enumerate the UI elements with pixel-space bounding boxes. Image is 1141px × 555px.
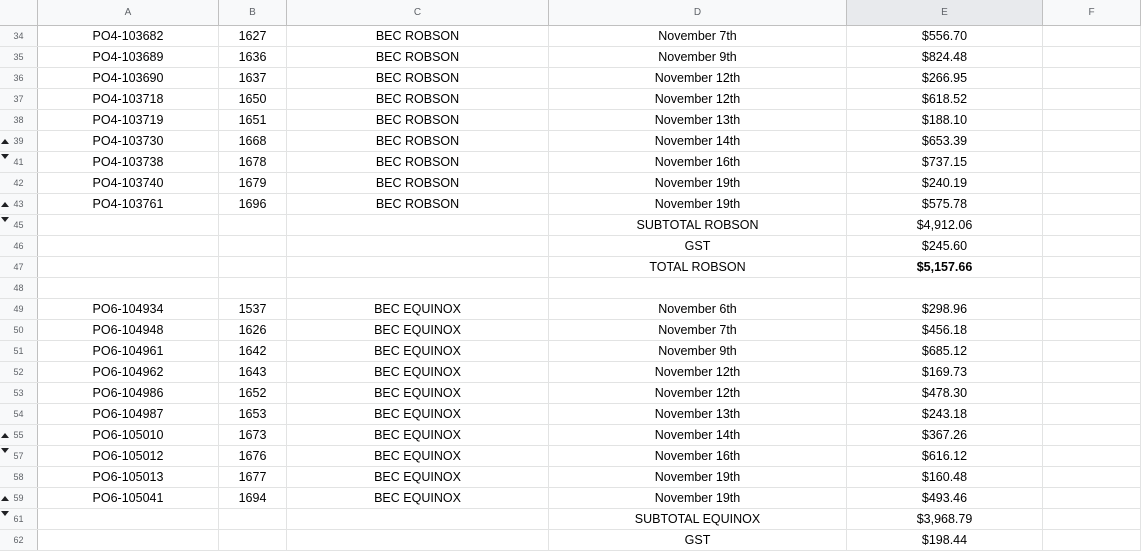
cell-d[interactable]: November 19th [549,194,847,214]
cell-c[interactable]: BEC EQUINOX [287,341,549,361]
cell-a[interactable]: PO4-103690 [38,68,219,88]
collapse-arrow-up-icon[interactable] [1,433,9,438]
row-number[interactable]: 36 [0,68,38,88]
table-row [0,467,1141,488]
cell-c[interactable]: BEC ROBSON [287,173,549,193]
cell-c[interactable]: BEC EQUINOX [287,467,549,487]
cell-e[interactable]: $169.73 [847,362,1043,382]
cell-b[interactable]: 1643 [219,362,287,382]
cell-b[interactable]: 1636 [219,47,287,67]
cell-b[interactable] [219,278,287,298]
row-number[interactable] [0,152,38,172]
cell-b[interactable] [219,236,287,256]
row-number[interactable] [0,194,38,214]
cell-f[interactable] [1043,320,1141,340]
cell-c[interactable]: BEC ROBSON [287,194,549,214]
cell-e[interactable]: $243.18 [847,404,1043,424]
cell-a[interactable]: PO6-104961 [38,341,219,361]
column-header-d[interactable]: D [549,0,847,25]
table-row [0,173,1141,194]
table-row [0,509,1141,530]
cell-f[interactable] [1043,194,1141,214]
collapse-arrow-down-icon[interactable] [1,217,9,222]
row-number[interactable]: 52 [0,362,38,382]
row-number-label: 39 [13,136,24,146]
column-header-e[interactable]: E [847,0,1043,25]
cell-d[interactable]: GST [549,530,847,550]
cell-a[interactable] [38,257,219,277]
cell-b[interactable]: 1678 [219,152,287,172]
cell-b[interactable] [219,257,287,277]
collapse-arrow-down-icon[interactable] [1,448,9,453]
table-row [0,530,1141,551]
cell-a[interactable]: PO6-105013 [38,467,219,487]
cell-f[interactable] [1043,278,1141,298]
cell-b[interactable] [219,215,287,235]
cell-d[interactable]: November 7th [549,26,847,46]
cell-d[interactable]: November 12th [549,383,847,403]
collapse-arrow-down-icon[interactable] [1,511,9,516]
cell-d[interactable] [549,278,847,298]
row-number-label: 41 [13,157,24,167]
cell-c[interactable] [287,215,549,235]
cell-d[interactable]: GST [549,236,847,256]
cell-e[interactable]: $198.44 [847,530,1043,550]
cell-e[interactable]: $5,157.66 [847,257,1043,277]
cell-d[interactable]: November 14th [549,131,847,151]
cell-f[interactable] [1043,425,1141,445]
cell-c[interactable]: BEC EQUINOX [287,425,549,445]
cell-a[interactable]: PO6-105041 [38,488,219,508]
cell-c[interactable]: BEC EQUINOX [287,320,549,340]
table-row [0,278,1141,299]
cell-d[interactable]: SUBTOTAL EQUINOX [549,509,847,529]
table-row [0,194,1141,215]
cell-b[interactable]: 1537 [219,299,287,319]
cell-c[interactable]: BEC ROBSON [287,152,549,172]
cell-e[interactable]: $616.12 [847,446,1043,466]
row-number[interactable] [0,488,38,508]
cell-b[interactable]: 1652 [219,383,287,403]
cell-c[interactable]: BEC ROBSON [287,26,549,46]
collapse-arrow-up-icon[interactable] [1,496,9,501]
cell-a[interactable] [38,278,219,298]
cell-f[interactable] [1043,341,1141,361]
table-row [0,257,1141,278]
cell-c[interactable]: BEC EQUINOX [287,362,549,382]
cell-e[interactable]: $456.18 [847,320,1043,340]
table-row [0,110,1141,131]
cell-f[interactable] [1043,26,1141,46]
cell-f[interactable] [1043,446,1141,466]
table-row [0,47,1141,68]
cell-b[interactable]: 1642 [219,341,287,361]
cell-a[interactable]: PO4-103682 [38,26,219,46]
cell-d[interactable]: November 16th [549,446,847,466]
cell-a[interactable] [38,215,219,235]
cell-b[interactable]: 1637 [219,68,287,88]
cell-b[interactable]: 1668 [219,131,287,151]
cell-a[interactable] [38,509,219,529]
cell-f[interactable] [1043,509,1141,529]
cell-a[interactable]: PO4-103730 [38,131,219,151]
column-header-f[interactable]: F [1043,0,1141,25]
row-number-label: 45 [13,220,24,230]
cell-d[interactable]: November 13th [549,110,847,130]
table-row [0,404,1141,425]
row-number[interactable]: 42 [0,173,38,193]
cell-f[interactable] [1043,530,1141,550]
row-number-label: 43 [13,199,24,209]
row-number[interactable]: 54 [0,404,38,424]
row-number[interactable]: 47 [0,257,38,277]
cell-d[interactable]: November 14th [549,425,847,445]
cell-a[interactable]: PO4-103689 [38,47,219,67]
cell-e[interactable]: $160.48 [847,467,1043,487]
cell-e[interactable]: $478.30 [847,383,1043,403]
cell-c[interactable]: BEC EQUINOX [287,404,549,424]
column-header-row [0,0,1141,26]
row-number[interactable]: 38 [0,110,38,130]
cell-b[interactable]: 1627 [219,26,287,46]
cell-a[interactable]: PO4-103719 [38,110,219,130]
cell-a[interactable]: PO6-104962 [38,362,219,382]
cell-e[interactable]: $298.96 [847,299,1043,319]
cell-f[interactable] [1043,362,1141,382]
cell-a[interactable]: PO6-105012 [38,446,219,466]
cell-f[interactable] [1043,131,1141,151]
cell-a[interactable]: PO4-103740 [38,173,219,193]
cell-e[interactable]: $188.10 [847,110,1043,130]
row-number[interactable]: 62 [0,530,38,550]
collapse-arrow-up-icon[interactable] [1,202,9,207]
cell-c[interactable] [287,236,549,256]
cell-d[interactable]: November 19th [549,173,847,193]
table-row [0,131,1141,152]
table-row [0,152,1141,173]
cell-f[interactable] [1043,404,1141,424]
cell-c[interactable]: BEC EQUINOX [287,383,549,403]
table-row [0,383,1141,404]
cell-e[interactable]: $824.48 [847,47,1043,67]
table-row [0,425,1141,446]
cell-a[interactable]: PO4-103718 [38,89,219,109]
table-row [0,341,1141,362]
cell-c[interactable] [287,509,549,529]
cell-b[interactable]: 1696 [219,194,287,214]
table-row [0,26,1141,47]
cell-d[interactable]: November 19th [549,488,847,508]
cell-d[interactable]: SUBTOTAL ROBSON [549,215,847,235]
cell-e[interactable]: $245.60 [847,236,1043,256]
cell-b[interactable]: 1651 [219,110,287,130]
table-row [0,215,1141,236]
row-number[interactable]: 50 [0,320,38,340]
cell-d[interactable]: November 12th [549,68,847,88]
row-number[interactable] [0,131,38,151]
cell-f[interactable] [1043,299,1141,319]
collapse-arrow-down-icon[interactable] [1,154,9,159]
cell-a[interactable] [38,530,219,550]
cell-c[interactable]: BEC ROBSON [287,131,549,151]
table-row [0,446,1141,467]
row-number-label: 59 [13,493,24,503]
cell-b[interactable]: 1694 [219,488,287,508]
cell-b[interactable]: 1679 [219,173,287,193]
cell-d[interactable]: November 9th [549,341,847,361]
cell-d[interactable]: November 16th [549,152,847,172]
row-number[interactable]: 51 [0,341,38,361]
table-row [0,89,1141,110]
cell-d[interactable]: November 9th [549,47,847,67]
cell-e[interactable]: $266.95 [847,68,1043,88]
cell-f[interactable] [1043,89,1141,109]
cell-e[interactable]: $575.78 [847,194,1043,214]
table-row [0,68,1141,89]
row-number[interactable]: 34 [0,26,38,46]
cell-a[interactable]: PO6-104987 [38,404,219,424]
cell-b[interactable]: 1653 [219,404,287,424]
select-all-corner[interactable] [0,0,38,25]
collapse-arrow-up-icon[interactable] [1,139,9,144]
cell-f[interactable] [1043,257,1141,277]
cell-e[interactable]: $556.70 [847,26,1043,46]
cell-a[interactable] [38,236,219,256]
cell-c[interactable]: BEC ROBSON [287,110,549,130]
row-number[interactable]: 49 [0,299,38,319]
row-number[interactable]: 53 [0,383,38,403]
cell-c[interactable] [287,257,549,277]
row-number-label: 55 [13,430,24,440]
cell-e[interactable]: $653.39 [847,131,1043,151]
cell-d[interactable]: November 7th [549,320,847,340]
cell-f[interactable] [1043,110,1141,130]
row-number[interactable]: 58 [0,467,38,487]
cell-e[interactable] [847,278,1043,298]
cell-d[interactable]: November 12th [549,362,847,382]
cell-e[interactable]: $240.19 [847,173,1043,193]
cell-d[interactable]: TOTAL ROBSON [549,257,847,277]
cell-f[interactable] [1043,383,1141,403]
row-number[interactable]: 48 [0,278,38,298]
cell-b[interactable]: 1626 [219,320,287,340]
cell-a[interactable]: PO6-104934 [38,299,219,319]
cell-a[interactable]: PO4-103738 [38,152,219,172]
row-number[interactable] [0,425,38,445]
row-number[interactable]: 37 [0,89,38,109]
cell-b[interactable]: 1650 [219,89,287,109]
cell-d[interactable]: November 19th [549,467,847,487]
cell-f[interactable] [1043,488,1141,508]
cell-c[interactable] [287,530,549,550]
cell-c[interactable]: BEC EQUINOX [287,488,549,508]
cell-e[interactable]: $618.52 [847,89,1043,109]
cell-b[interactable]: 1673 [219,425,287,445]
row-number-label: 61 [13,514,24,524]
row-number[interactable] [0,509,38,529]
cell-f[interactable] [1043,467,1141,487]
cell-f[interactable] [1043,68,1141,88]
row-number[interactable]: 35 [0,47,38,67]
cell-f[interactable] [1043,152,1141,172]
column-header-b[interactable]: B [219,0,287,25]
cell-d[interactable]: November 6th [549,299,847,319]
cell-d[interactable]: November 12th [549,89,847,109]
cell-f[interactable] [1043,236,1141,256]
table-row [0,236,1141,257]
cell-a[interactable]: PO4-103761 [38,194,219,214]
cell-c[interactable]: BEC ROBSON [287,47,549,67]
cell-b[interactable]: 1677 [219,467,287,487]
cell-c[interactable] [287,278,549,298]
row-number[interactable] [0,446,38,466]
cell-c[interactable]: BEC EQUINOX [287,299,549,319]
cell-c[interactable]: BEC EQUINOX [287,446,549,466]
table-row [0,299,1141,320]
cell-e[interactable]: $367.26 [847,425,1043,445]
cell-e[interactable]: $4,912.06 [847,215,1043,235]
cell-b[interactable]: 1676 [219,446,287,466]
cell-a[interactable]: PO6-104948 [38,320,219,340]
cell-e[interactable]: $493.46 [847,488,1043,508]
cell-a[interactable]: PO6-105010 [38,425,219,445]
column-header-c[interactable]: C [287,0,549,25]
cell-e[interactable]: $3,968.79 [847,509,1043,529]
table-row [0,488,1141,509]
table-row [0,320,1141,341]
column-header-a[interactable]: A [38,0,219,25]
cell-f[interactable] [1043,173,1141,193]
cell-a[interactable]: PO6-104986 [38,383,219,403]
row-number[interactable] [0,215,38,235]
cell-b[interactable] [219,509,287,529]
cell-e[interactable]: $737.15 [847,152,1043,172]
cell-f[interactable] [1043,215,1141,235]
cell-d[interactable]: November 13th [549,404,847,424]
cell-e[interactable]: $685.12 [847,341,1043,361]
cell-c[interactable]: BEC ROBSON [287,89,549,109]
grid-body [0,26,1141,551]
row-number-label: 57 [13,451,24,461]
cell-b[interactable] [219,530,287,550]
table-row [0,362,1141,383]
cell-c[interactable]: BEC ROBSON [287,68,549,88]
cell-f[interactable] [1043,47,1141,67]
row-number[interactable]: 46 [0,236,38,256]
